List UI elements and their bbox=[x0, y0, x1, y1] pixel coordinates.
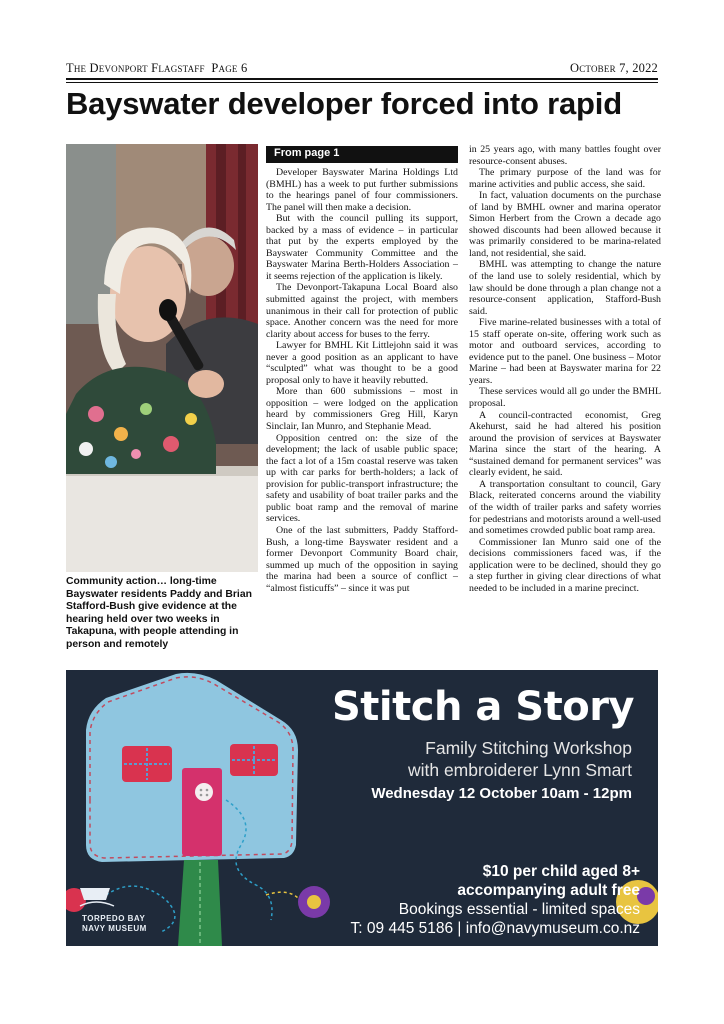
paragraph: A transportation consultant to council, Gary Black, reiterated concerns around the viability of the width of trailer parks and safety worries for pedestrians and motorists around a well-used and sometimes crowded public boat ramp area. bbox=[469, 478, 661, 537]
paragraph: A council-contracted economist, Greg Akehurst, said he had altered his position around the provision of services at Bayswater Marina since the start of the hearing. A “sustained demand for permanent services” was clearly evident, he said. bbox=[469, 409, 661, 479]
paragraph: Developer Bayswater Marina Holdings Ltd (BMHL) has a week to put further submissions to the hearings panel of four commissioners. The panel will then make a decision. bbox=[266, 167, 458, 213]
paragraph: The Devonport-Takapuna Local Board also submitted against the project, with members unanimous in their call for protection of public space. Another concern was the need for more clarity about access for buses to the ferry. bbox=[266, 282, 458, 340]
ad-price: $10 per child aged 8+ bbox=[482, 863, 640, 880]
photo-caption: Community action… long-time Bayswater residents Paddy and Brian Stafford-Bush give evidence at the hearing held over two weeks in Takapuna, with people attending in person and remotely bbox=[66, 576, 252, 650]
ad-date-time: Wednesday 12 October 10am - 12pm bbox=[371, 785, 632, 802]
paragraph: Commissioner Ian Munro said one of the decisions commissioners faced was, if the application were to be declined, should they go a step further in giving clear directions of what needed to be included in a marine precinct. bbox=[469, 536, 661, 594]
ad-subtitle-embroiderer: with embroiderer Lynn Smart bbox=[407, 760, 632, 780]
article-column-2 bbox=[469, 144, 661, 594]
from-page-label: From page 1 bbox=[266, 146, 458, 163]
navy-museum-logo: TORPEDO BAY NAVY MUSEUM bbox=[82, 914, 147, 933]
paragraph: One of the last submitters, Paddy Stafford-Bush, a long-time Bayswater resident and a former Devonport Community Board chair, summed up much of the opposition in saying the marina had been a source of conflict – “almost fisticuffs” – since it was put bbox=[266, 524, 458, 594]
paragraph: But with the council pulling its support, backed by a mass of evidence – in particular that put by the experts employed by the Bayswater Community Committee and the Bayswater Marina Berth-Holders Association – it seems rejection of the application is likely. bbox=[266, 213, 458, 282]
ad-adult-note: accompanying adult free bbox=[457, 882, 640, 899]
masthead bbox=[66, 58, 658, 80]
paragraph: Opposition centred on: the size of the development; the lack of usable public space; the fact a lot of a 15m coastal reserve was taken up with car parks for berth-holders; a lack of provision for public-transport infrastructure; the safety and usability of boat trailer parks and the public boat ramp and the removal of marine services. bbox=[266, 432, 458, 525]
article-column-1 bbox=[266, 146, 458, 594]
advertisement bbox=[66, 670, 658, 946]
paragraph: The primary purpose of the land was for marine activities and public access, she said. bbox=[469, 167, 661, 190]
ad-booking-note: Bookings essential - limited spaces bbox=[398, 901, 640, 918]
paragraph: Five marine-related businesses with a total of 15 staff operate on-site, offering work such as motor and outboard services, according to evidence put to the panel. One business – Motor Marine – had been at Bayswater marina for 22 years. bbox=[469, 317, 661, 386]
paragraph: In fact, valuation documents on the purchase of land by BMHL owner and marina operator Simon Herbert from the Crown a decade ago showed discounts had been allowed because it was primarily considered to be marina-related land, not residential, she said. bbox=[469, 190, 661, 259]
masthead-date: October 7, 2022 bbox=[570, 61, 658, 75]
masthead-publication: The Devonport Flagstaff Page 6 bbox=[66, 61, 248, 75]
paragraph: BMHL was attempting to change the nature of the land use to solely residential, which by law should be done through a plan change not a resource-consent application, Stafford-Bush said. bbox=[469, 259, 661, 317]
paragraph: These services would all go under the BMHL proposal. bbox=[469, 386, 661, 410]
masthead-rule bbox=[66, 78, 658, 80]
ad-subtitle: Family Stitching Workshop bbox=[425, 738, 632, 758]
masthead-rule-thin bbox=[66, 82, 658, 83]
paragraph: More than 600 submissions – most in opposition – were lodged on the application heard by commissioners Greg Hill, Karyn Sinclair, Ian Munro, and Stephanie Mead. bbox=[266, 386, 458, 433]
headline: Bayswater developer forced into rapid bbox=[66, 86, 622, 121]
paragraph: Lawyer for BMHL Kit Littlejohn said it was never a good position as an applicant to have “sculpted” what was thought to be a good proposal only to have it heavily rebutted. bbox=[266, 340, 458, 386]
hearing-photo bbox=[66, 144, 258, 572]
ad-title: Stitch a Story bbox=[331, 684, 634, 730]
paragraph: in 25 years ago, with many battles fought over resource-consent abuses. bbox=[469, 144, 661, 167]
ad-contact: T: 09 445 5186 | info@navymuseum.co.nz bbox=[350, 920, 640, 937]
